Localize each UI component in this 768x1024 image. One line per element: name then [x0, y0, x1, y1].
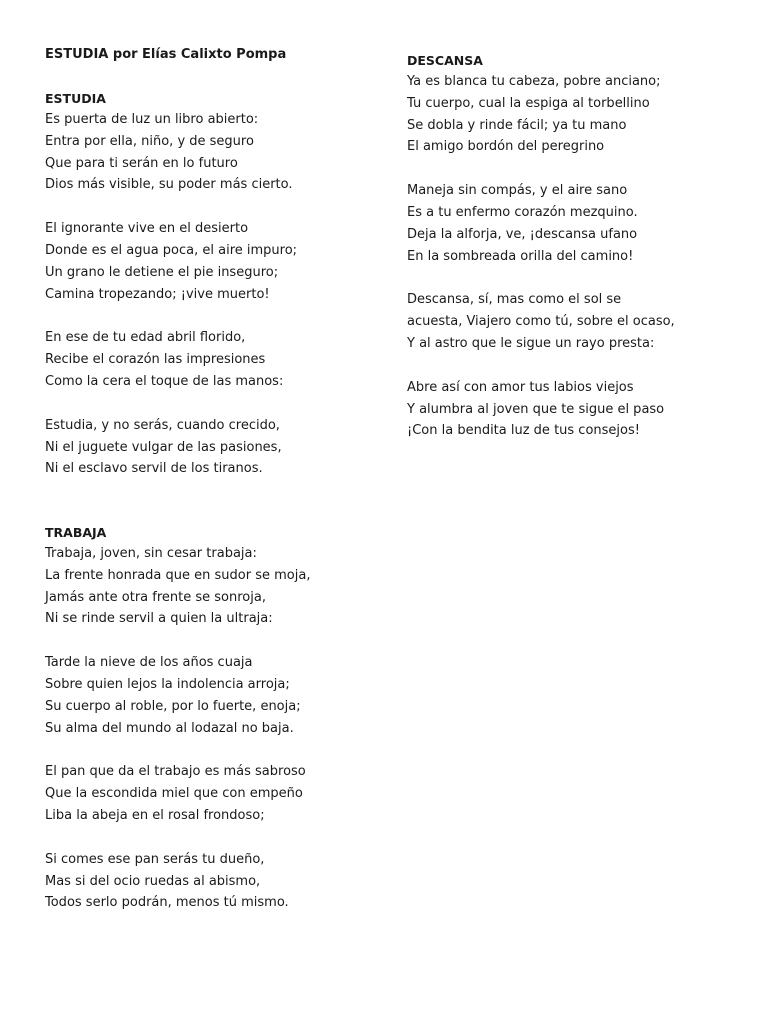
stanza	[407, 180, 675, 267]
poem-line: Su cuerpo al roble, por lo fuerte, enoja;	[45, 698, 301, 714]
poem-line: Donde es el agua poca, el aire impuro;	[45, 242, 298, 258]
poem-line: En ese de tu edad abril florido,	[45, 330, 246, 346]
poem-line: Entra por ella, niño, y de seguro	[45, 133, 254, 149]
poem-estudia	[45, 88, 297, 502]
stanza	[45, 109, 297, 196]
poem-heading: ESTUDIA	[45, 91, 106, 106]
poem-line: Maneja sin compás, y el aire sano	[407, 183, 628, 199]
poem-line: Ya es blanca tu cabeza, pobre anciano;	[407, 74, 661, 89]
poem-line: Ni el juguete vulgar de las pasiones,	[45, 439, 282, 455]
poem-line: El ignorante vive en el desierto	[45, 221, 249, 237]
stanza	[45, 761, 310, 826]
poem-line: Ni el esclavo servil de los tiranos.	[45, 461, 263, 477]
poem-line: Sobre quien lejos la indolencia arroja;	[45, 676, 290, 692]
poem-body	[45, 543, 310, 914]
poem-line: La frente honrada que en sudor se moja,	[45, 567, 311, 583]
stanza	[45, 327, 297, 392]
stanza	[407, 71, 675, 158]
stanza	[45, 415, 297, 480]
poem-line: En la sombreada orilla del camino!	[407, 248, 634, 264]
poem-descansa	[407, 50, 675, 464]
poem-line: acuesta, Viajero como tú, sobre el ocaso,	[407, 314, 675, 330]
poem-line: Jamás ante otra frente se sonroja,	[45, 589, 266, 605]
poem-line: Es a tu enfermo corazón mezquino.	[407, 204, 638, 220]
poem-line: El amigo bordón del peregrino	[407, 139, 605, 155]
poem-body	[407, 71, 675, 442]
poem-line: Si comes ese pan serás tu dueño,	[45, 851, 265, 867]
poem-line: Se dobla y rinde fácil; ya tu mano	[407, 117, 627, 133]
poem-line: Es puerta de luz un libro abierto:	[45, 112, 259, 127]
poem-line: Y al astro que le sigue un rayo presta:	[407, 335, 655, 351]
stanza	[45, 218, 297, 305]
poem-line: Estudia, y no serás, cuando crecido,	[45, 417, 280, 433]
poem-line: Dios más visible, su poder más cierto.	[45, 177, 293, 193]
poem-heading: TRABAJA	[45, 525, 107, 540]
stanza	[45, 652, 310, 739]
poem-line: Trabaja, joven, sin cesar trabaja:	[45, 546, 257, 561]
poem-line: Ni se rinde servil a quien la ultraja:	[45, 611, 273, 627]
poem-line: Y alumbra al joven que te sigue el paso	[407, 401, 665, 417]
poem-line: Que la escondida miel que con empeño	[45, 786, 303, 802]
poem-line: Su alma del mundo al lodazal no baja.	[45, 720, 294, 736]
poem-line: Que para ti serán en lo futuro	[45, 155, 238, 171]
document-title: ESTUDIA por Elías Calixto Pompa	[45, 47, 287, 62]
poem-body	[45, 109, 297, 480]
poem-line: ¡Con la bendita luz de tus consejos!	[407, 423, 640, 439]
stanza	[407, 377, 675, 442]
poem-line: Como la cera el toque de las manos:	[45, 373, 284, 389]
poem-line: El pan que da el trabajo es más sabroso	[45, 764, 306, 780]
poem-line: Descansa, sí, mas como el sol se	[407, 292, 622, 308]
poem-line: Deja la alforja, ve, ¡descansa ufano	[407, 226, 638, 242]
poem-line: Camina tropezando; ¡vive muerto!	[45, 286, 270, 302]
poem-line: Recibe el corazón las impresiones	[45, 352, 266, 368]
stanza	[45, 849, 310, 914]
poem-line: Un grano le detiene el pie inseguro;	[45, 264, 279, 280]
poem-line: Mas si del ocio ruedas al abismo,	[45, 873, 261, 889]
poem-heading: DESCANSA	[407, 53, 483, 68]
poem-line: Tu cuerpo, cual la espiga al torbellino	[407, 95, 650, 111]
poem-line: Liba la abeja en el rosal frondoso;	[45, 807, 265, 823]
poem-trabaja	[45, 522, 310, 936]
poem-line: Todos serlo podrán, menos tú mismo.	[45, 895, 289, 911]
poem-line: Tarde la nieve de los años cuaja	[45, 655, 253, 671]
stanza	[45, 543, 310, 630]
stanza	[407, 289, 675, 354]
poem-line: Abre así con amor tus labios viejos	[407, 379, 634, 395]
